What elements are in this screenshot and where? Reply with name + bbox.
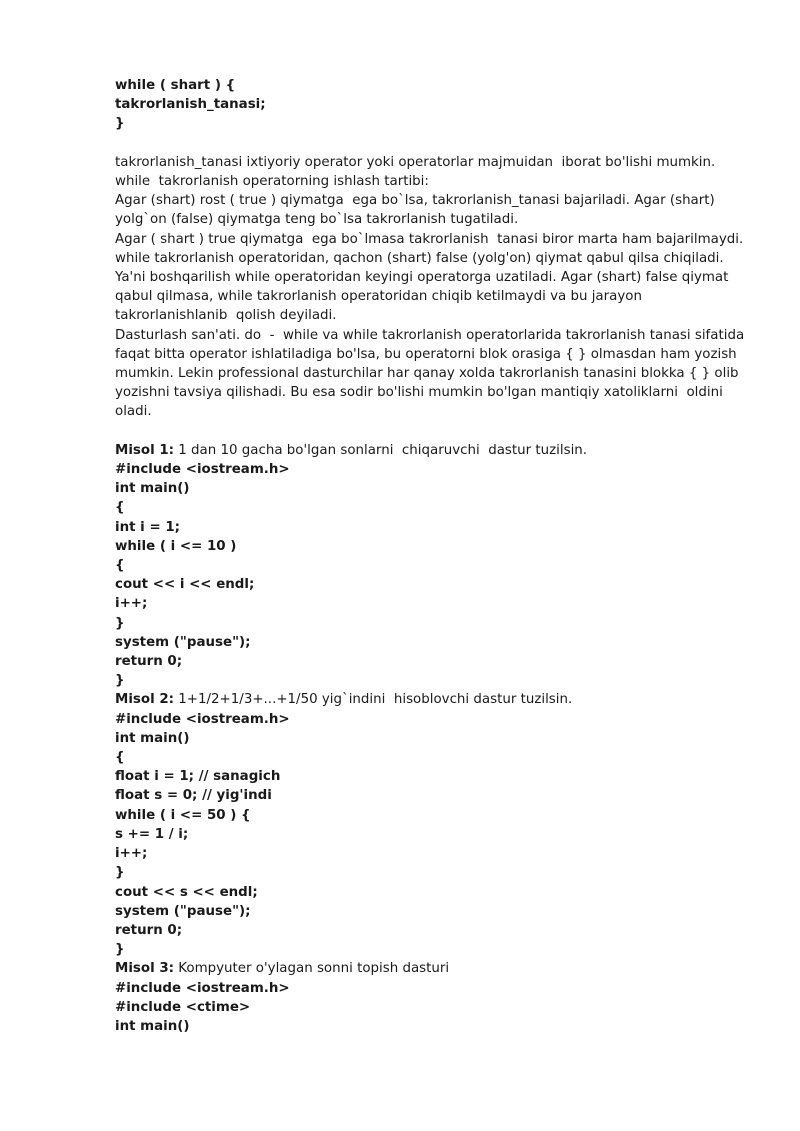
code-line: { bbox=[115, 500, 125, 516]
code-line: #include <iostream.h> bbox=[115, 980, 290, 996]
code-line: int main() bbox=[115, 481, 190, 497]
code-line: } bbox=[115, 615, 125, 631]
example-1 bbox=[115, 441, 745, 691]
code-line: system ("pause"); bbox=[115, 903, 251, 919]
code-line: } bbox=[115, 865, 125, 881]
example-heading bbox=[115, 690, 745, 709]
code-line: while ( shart ) { bbox=[115, 78, 236, 93]
code-line: cout << s << endl; bbox=[115, 884, 258, 900]
paragraph-line: faqat bitta operator ishlatiladiga bo'lsa, bu operatorni blok orasiga { } olmasdan ham yozish bbox=[115, 346, 737, 362]
example-heading bbox=[115, 959, 745, 978]
example-label: Misol 3: bbox=[115, 961, 175, 977]
code-line: s += 1 / i; bbox=[115, 826, 189, 842]
example-heading bbox=[115, 441, 745, 460]
code-line: } bbox=[115, 673, 125, 689]
code-line: int main() bbox=[115, 730, 190, 746]
paragraph-line: oladi. bbox=[115, 404, 152, 420]
example-label: Misol 2: bbox=[115, 692, 175, 708]
code-line: int i = 1; bbox=[115, 519, 180, 535]
code-line: while ( i <= 10 ) bbox=[115, 538, 237, 554]
example-description: Kompyuter o'ylagan sonni topish dasturi bbox=[174, 961, 450, 977]
code-line: while ( i <= 50 ) { bbox=[115, 807, 251, 823]
code-line: return 0; bbox=[115, 922, 183, 938]
paragraph-line: Agar ( shart ) true qiymatga ega bo`lmasa takrorlanish tanasi biror marta ham bajarilmaydi. bbox=[115, 231, 744, 247]
paragraph-line: takrorlanish_tanasi ixtiyoriy operator yoki operatorlar majmuidan iborat bo'lishi mumkin. bbox=[115, 154, 716, 170]
paragraph-line: takrorlanishlanib qolish deyiladi. bbox=[115, 308, 337, 324]
explanation-paragraph bbox=[115, 153, 745, 422]
code-line: float s = 0; // yig'indi bbox=[115, 788, 272, 804]
code-line: #include <ctime> bbox=[115, 999, 251, 1015]
code-line: cout << i << endl; bbox=[115, 577, 255, 593]
intro-code-block bbox=[115, 76, 745, 134]
paragraph-line: qabul qilmasa, while takrorlanish operatoridan chiqib ketilmaydi va bu jarayon bbox=[115, 289, 642, 305]
document-page bbox=[115, 76, 745, 1036]
code-line: { bbox=[115, 558, 125, 574]
example-2 bbox=[115, 690, 745, 959]
paragraph-line: yozishni tavsiya qilishadi. Bu esa sodir bo'lishi mumkin bo'lgan mantiqiy xatoliklarni oldini bbox=[115, 385, 723, 401]
paragraph-line: Dasturlash san'ati. do - while va while takrorlanish operatorlarida takrorlanish tanasi sifatida bbox=[115, 327, 745, 343]
code-line: return 0; bbox=[115, 654, 183, 670]
spacer bbox=[115, 422, 745, 441]
code-line: { bbox=[115, 750, 125, 766]
example-label: Misol 1: bbox=[115, 442, 175, 458]
paragraph-line: while takrorlanish operatoridan, qachon (shart) false (yolg'on) qiymat qabul qilsa chiqiladi. bbox=[115, 250, 724, 266]
example-description: 1 dan 10 gacha bo'lgan sonlarni chiqaruvchi dastur tuzilsin. bbox=[174, 442, 588, 458]
paragraph-line: mumkin. Lekin professional dasturchilar har qanay xolda takrorlanish tanasini blokka { } olib bbox=[115, 366, 739, 382]
code-line: float i = 1; // sanagich bbox=[115, 769, 281, 785]
code-line: } bbox=[115, 116, 125, 132]
example-3 bbox=[115, 959, 745, 1036]
code-line: system ("pause"); bbox=[115, 634, 251, 650]
code-line: i++; bbox=[115, 846, 148, 862]
spacer bbox=[115, 134, 745, 153]
code-line: #include <iostream.h> bbox=[115, 711, 290, 727]
code-line: #include <iostream.h> bbox=[115, 462, 290, 478]
code-line: i++; bbox=[115, 596, 148, 612]
paragraph-line: Ya'ni boshqarilish while operatoridan keyingi operatorga uzatiladi. Agar (shart) false qiymat bbox=[115, 270, 729, 286]
example-description: 1+1/2+1/3+...+1/50 yig`indini hisoblovchi dastur tuzilsin. bbox=[174, 692, 573, 708]
code-line: int main() bbox=[115, 1018, 190, 1034]
code-line: } bbox=[115, 942, 125, 958]
paragraph-line: Agar (shart) rost ( true ) qiymatga ega bo`lsa, takrorlanish_tanasi bajariladi. Agar (shart) bbox=[115, 193, 715, 209]
paragraph-line: while takrorlanish operatorning ishlash tartibi: bbox=[115, 174, 429, 189]
paragraph-line: yolg`on (false) qiymatga teng bo`lsa takrorlanish tugatiladi. bbox=[115, 212, 519, 228]
code-line: takrorlanish_tanasi; bbox=[115, 97, 266, 113]
